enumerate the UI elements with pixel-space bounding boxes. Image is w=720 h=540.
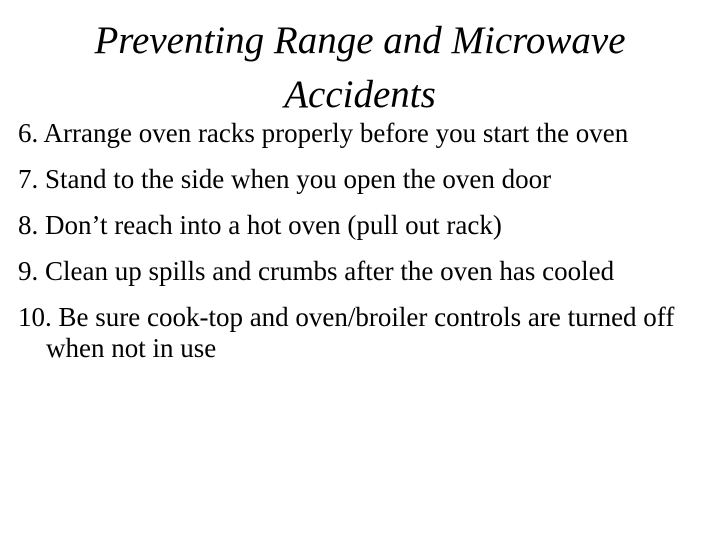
tips-list [18,118,708,379]
tip-item-9: 9. Clean up spills and crumbs after the oven has cooled [18,256,615,286]
tip-item-6: 6. Arrange oven racks properly before you start the oven [18,118,629,148]
slide-title-line-1: Preventing Range and Microwave [94,19,626,62]
slide-title-line-2: Accidents [284,73,436,116]
tip-item-10: 10. Be sure cook-top and oven/broiler controls are turned off when not in use [18,302,675,363]
slide-title [0,14,720,122]
tip-item-7: 7. Stand to the side when you open the oven door [18,164,552,194]
tip-item-8: 8. Don’t reach into a hot oven (pull out rack) [18,210,502,240]
